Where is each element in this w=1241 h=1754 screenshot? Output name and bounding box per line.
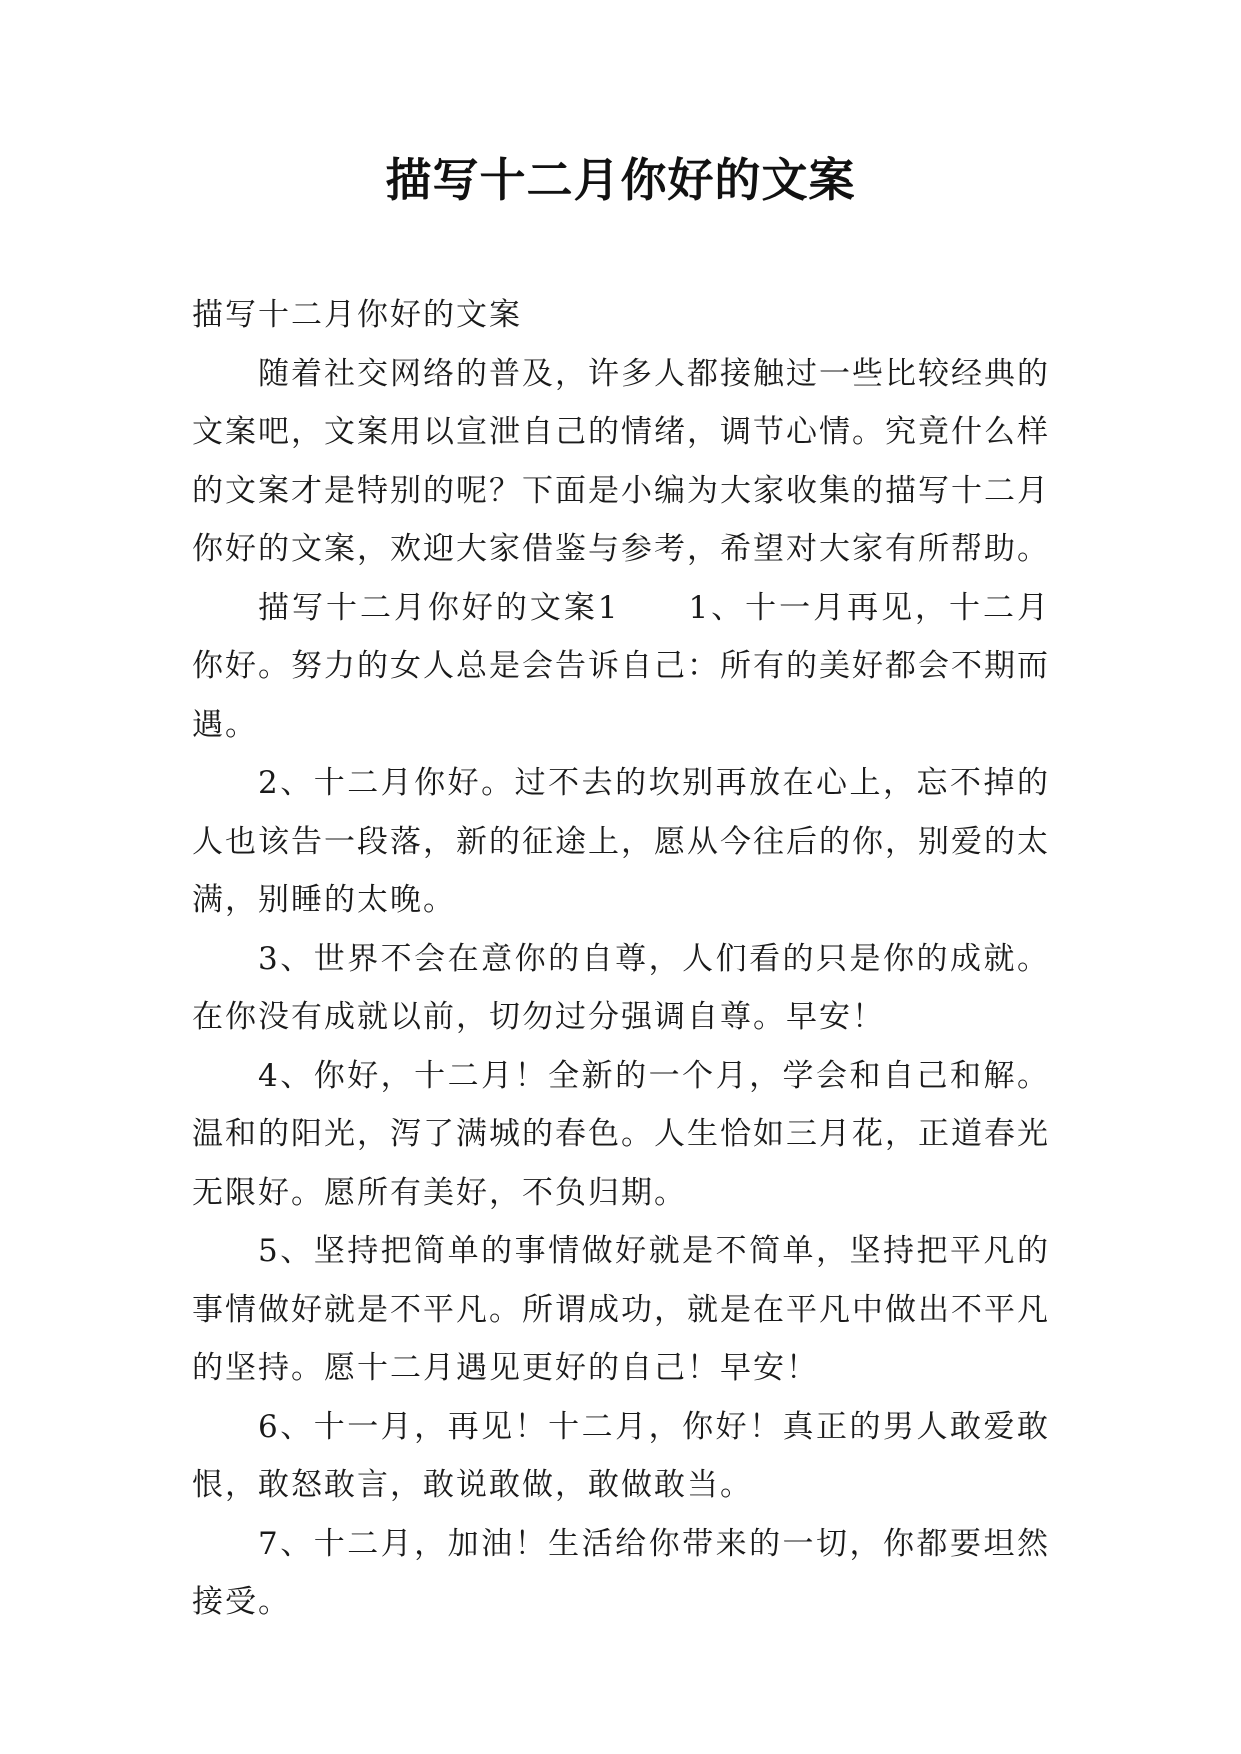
body-subtitle: 描写十二月你好的文案 (192, 297, 522, 333)
paragraph-item-2: 2、十二月你好。过不去的坎别再放在心上，忘不掉的人也该告一段落，新的征途上，愿从今往后的你，别爱的太满，别睡的太晚。 (192, 765, 1050, 918)
paragraph-item-6: 6、十一月，再见！十二月，你好！真正的男人敢爱敢恨，敢怒敢言，敢说敢做，敢做敢当。 (192, 1408, 1050, 1503)
document-body (192, 286, 1050, 1632)
document-title: 描写十二月你好的文案 (385, 153, 856, 207)
paragraph-item-3: 3、世界不会在意你的自尊，人们看的只是你的成就。在你没有成就以前，切勿过分强调自尊。早安！ (192, 940, 1050, 1035)
paragraph-item-1: 描写十二月你好的文案1 1、十一月再见，十二月你好。努力的女人总是会告诉自己：所有的美好都会不期而遇。 (192, 589, 1050, 743)
paragraph-intro: 随着社交网络的普及，许多人都接触过一些比较经典的文案吧，文案用以宣泄自己的情绪，调节心情。究竟什么样的文案才是特别的呢？下面是小编为大家收集的描写十二月你好的文案，欢迎大家借鉴与参考，希望对大家有所帮助。 (192, 355, 1050, 567)
paragraph-item-7: 7、十二月，加油！生活给你带来的一切，你都要坦然接受。 (192, 1525, 1050, 1620)
paragraph-item-5: 5、坚持把简单的事情做好就是不简单，坚持把平凡的事情做好就是不平凡。所谓成功，就是在平凡中做出不平凡的坚持。愿十二月遇见更好的自己！早安！ (192, 1233, 1050, 1386)
paragraph-item-4: 4、你好，十二月！全新的一个月，学会和自己和解。温和的阳光，泻了满城的春色。人生恰如三月花，正道春光无限好。愿所有美好，不负归期。 (192, 1057, 1050, 1211)
